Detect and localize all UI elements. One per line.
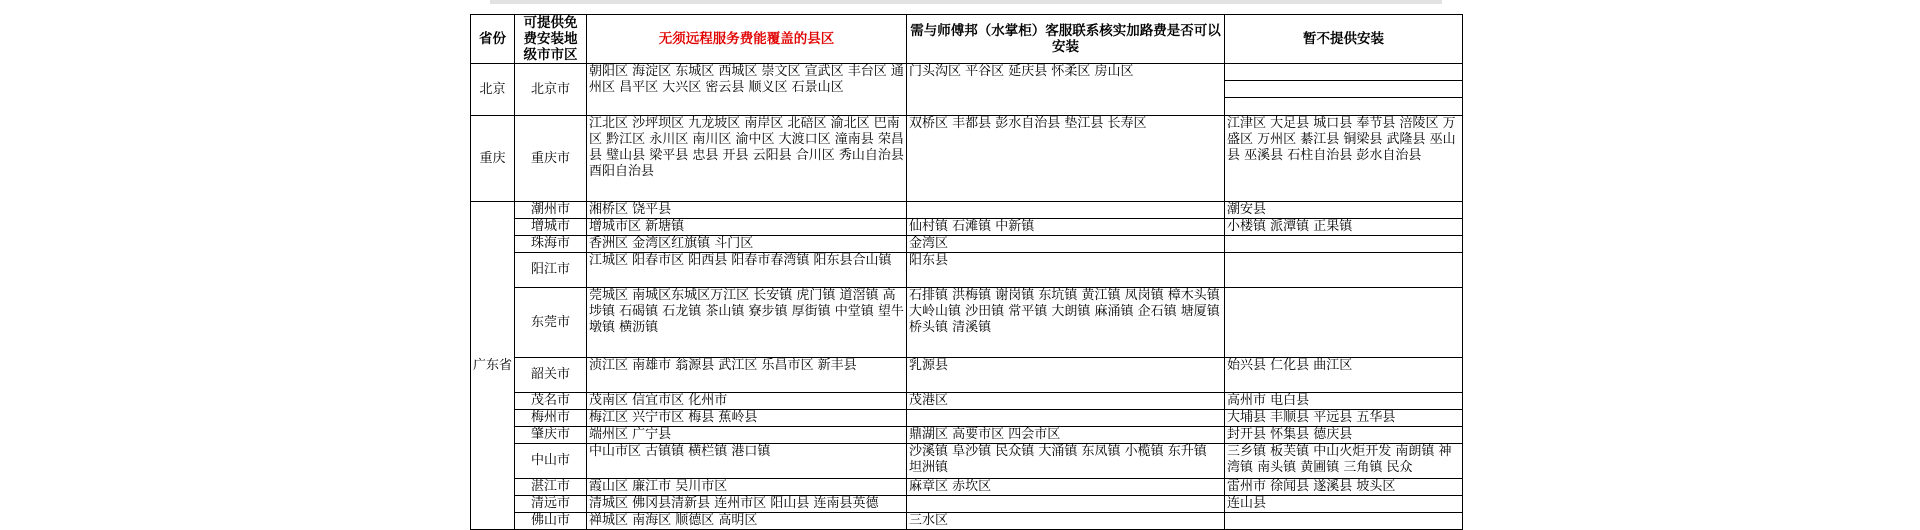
- no-remote-cell: 江城区 阳春市区 阳西县 阳春市春湾镇 阳东县合山镇: [587, 253, 907, 288]
- city-cell: 东莞市: [515, 288, 587, 358]
- no-remote-cell: 江北区 沙坪坝区 九龙坡区 南岸区 北碚区 渝北区 巴南区 黔江区 永川区 南川区 渝中区 大渡口区 潼南县 荣昌县 璧山县 梁平县 忠县 开县 云阳县 合川区 秀山自治县 酉阳自治县: [587, 116, 907, 202]
- city-cell: 阳江市: [515, 253, 587, 288]
- no-remote-cell: 禅城区 南海区 顺德区 高明区: [587, 513, 907, 530]
- not-available-cell: 连山县: [1225, 496, 1463, 513]
- header-free-install-city: 可提供免费安装地级市市区: [515, 15, 587, 64]
- need-confirm-cell: 三水区: [907, 513, 1225, 530]
- no-remote-cell: 增城市区 新塘镇: [587, 219, 907, 236]
- table-row: [471, 513, 1463, 530]
- table-row: [471, 288, 1463, 358]
- header-not-available: 暂不提供安装: [1225, 15, 1463, 64]
- city-cell: 中山市: [515, 444, 587, 479]
- city-cell: 韶关市: [515, 358, 587, 393]
- installation-coverage-table: [470, 14, 1463, 530]
- no-remote-cell: 香洲区 金湾区红旗镇 斗门区: [587, 236, 907, 253]
- city-cell: 肇庆市: [515, 427, 587, 444]
- no-remote-cell: 莞城区 南城区东城区万江区 长安镇 虎门镇 道滘镇 高埗镇 石碣镇 石龙镇 茶山镇 寮步镇 厚街镇 中堂镇 望牛墩镇 横沥镇: [587, 288, 907, 358]
- not-available-cell: 封开县 怀集县 德庆县: [1225, 427, 1463, 444]
- province-cell: 北京: [471, 64, 515, 116]
- not-available-cell: [1225, 253, 1463, 288]
- chongqing-row: [471, 116, 1463, 202]
- not-available-cell: 高州市 电白县: [1225, 393, 1463, 410]
- need-confirm-cell: [907, 496, 1225, 513]
- not-available-cell: [1225, 64, 1463, 81]
- table-row: [471, 444, 1463, 479]
- table-row: [471, 358, 1463, 393]
- no-remote-cell: 浈江区 南雄市 翁源县 武江区 乐昌市区 新丰县: [587, 358, 907, 393]
- table-row: [471, 393, 1463, 410]
- need-confirm-cell: [907, 202, 1225, 219]
- province-cell: 广东省: [471, 202, 515, 530]
- not-available-cell: 三乡镇 板芙镇 中山火炬开发 南朗镇 神湾镇 南头镇 黄圃镇 三角镇 民众: [1225, 444, 1463, 479]
- table-row: [471, 479, 1463, 496]
- city-cell: 湛江市: [515, 479, 587, 496]
- need-confirm-cell: 乳源县: [907, 358, 1225, 393]
- no-remote-cell: 梅江区 兴宁市区 梅县 蕉岭县: [587, 410, 907, 427]
- table-row: [471, 427, 1463, 444]
- document-page: [470, 14, 1463, 530]
- city-cell: 茂名市: [515, 393, 587, 410]
- need-confirm-cell: 石排镇 洪梅镇 谢岗镇 东坑镇 黄江镇 凤岗镇 樟木头镇 大岭山镇 沙田镇 常平镇 大朗镇 麻涌镇 企石镇 塘厦镇 桥头镇 清溪镇: [907, 288, 1225, 358]
- no-remote-cell: 湘桥区 饶平县: [587, 202, 907, 219]
- no-remote-cell: 中山市区 古镇镇 横栏镇 港口镇: [587, 444, 907, 479]
- header-need-confirm: 需与师傅邦（水掌柜）客服联系核实加路费是否可以安装: [907, 15, 1225, 64]
- no-remote-cell: 端州区 广宁县: [587, 427, 907, 444]
- not-available-cell: 江津区 大足县 城口县 奉节县 涪陵区 万盛区 万州区 綦江县 铜梁县 武隆县 巫山县 巫溪县 石柱自治县 彭水自治县: [1225, 116, 1463, 202]
- no-remote-cell: 清城区 佛冈县清新县 连州市区 阳山县 连南县英德: [587, 496, 907, 513]
- city-cell: 佛山市: [515, 513, 587, 530]
- table-row: [471, 253, 1463, 288]
- need-confirm-cell: 沙溪镇 阜沙镇 民众镇 大涌镇 东凤镇 小榄镇 东升镇 坦洲镇: [907, 444, 1225, 479]
- not-available-cell: 雷州市 徐闻县 遂溪县 坡头区: [1225, 479, 1463, 496]
- no-remote-cell: 茂南区 信宜市区 化州市: [587, 393, 907, 410]
- city-cell: 重庆市: [515, 116, 587, 202]
- city-cell: 梅州市: [515, 410, 587, 427]
- province-cell: 重庆: [471, 116, 515, 202]
- beijing-row: [471, 64, 1463, 81]
- not-available-cell: 潮安县: [1225, 202, 1463, 219]
- city-cell: 增城市: [515, 219, 587, 236]
- not-available-cell: [1225, 97, 1463, 115]
- need-confirm-cell: 双桥区 丰都县 彭水自治县 垫江县 长寿区: [907, 116, 1225, 202]
- city-cell: 珠海市: [515, 236, 587, 253]
- no-remote-cell: 霞山区 廉江市 吴川市区: [587, 479, 907, 496]
- header-no-remote-fee-counties: 无须远程服务费能覆盖的县区: [587, 15, 907, 64]
- need-confirm-cell: 茂港区: [907, 393, 1225, 410]
- need-confirm-cell: 鼎湖区 高要市区 四会市区: [907, 427, 1225, 444]
- table-row: [471, 219, 1463, 236]
- table-row: [471, 410, 1463, 427]
- table-row: [471, 496, 1463, 513]
- need-confirm-cell: [907, 410, 1225, 427]
- not-available-cell: 大埔县 丰顺县 平远县 五华县: [1225, 410, 1463, 427]
- need-confirm-cell: 麻章区 赤坎区: [907, 479, 1225, 496]
- header-row: [471, 15, 1463, 64]
- table-row: [471, 236, 1463, 253]
- top-scroll-bar: [490, 0, 1442, 4]
- need-confirm-cell: 仙村镇 石滩镇 中新镇: [907, 219, 1225, 236]
- table-row: [471, 202, 1463, 219]
- not-available-cell: 小楼镇 派潭镇 正果镇: [1225, 219, 1463, 236]
- city-cell: 清远市: [515, 496, 587, 513]
- need-confirm-cell: 阳东县: [907, 253, 1225, 288]
- no-remote-cell: 朝阳区 海淀区 东城区 西城区 崇文区 宣武区 丰台区 通州区 昌平区 大兴区 密云县 顺义区 石景山区: [587, 64, 907, 116]
- header-province: 省份: [471, 15, 515, 64]
- not-available-cell: 始兴县 仁化县 曲江区: [1225, 358, 1463, 393]
- city-cell: 潮州市: [515, 202, 587, 219]
- need-confirm-cell: 金湾区: [907, 236, 1225, 253]
- city-cell: 北京市: [515, 64, 587, 116]
- not-available-cell: [1225, 513, 1463, 530]
- not-available-cell: [1225, 288, 1463, 358]
- need-confirm-cell: 门头沟区 平谷区 延庆县 怀柔区 房山区: [907, 64, 1225, 116]
- not-available-cell: [1225, 236, 1463, 253]
- not-available-cell: [1225, 80, 1463, 97]
